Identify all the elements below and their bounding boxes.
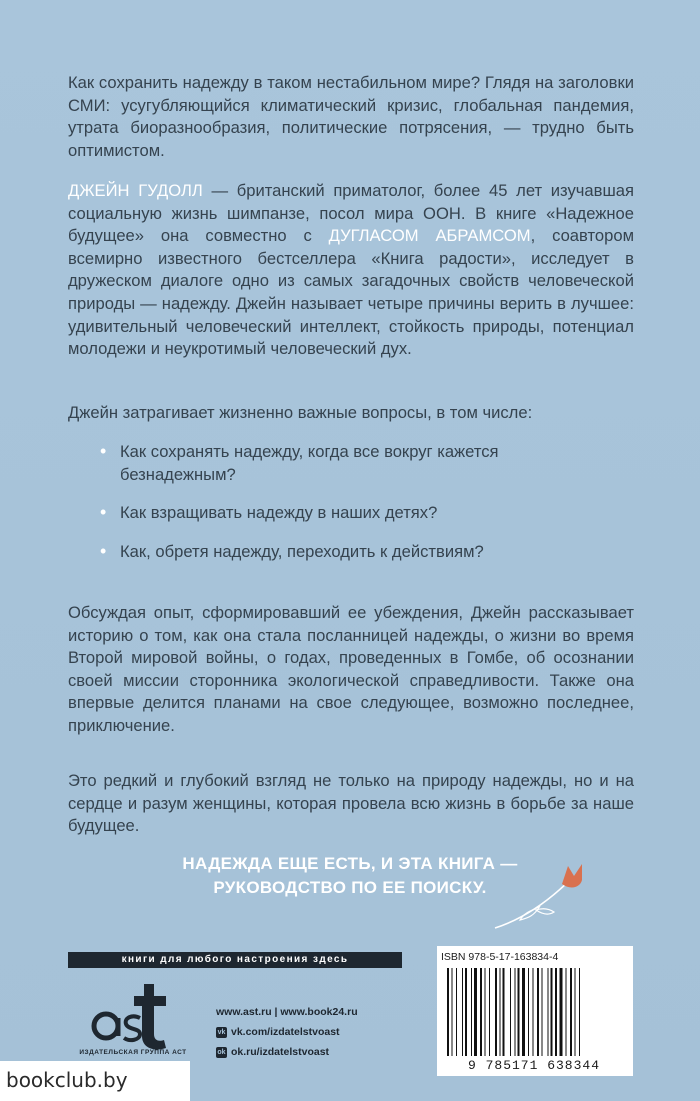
slogan: НАДЕЖДА ЕЩЕ ЕСТЬ, И ЭТА КНИГА — РУКОВОДСТВО ПО ЕЕ ПОИСКУ. [182, 854, 518, 897]
questions-list [100, 441, 570, 579]
list-item: • Как сохранять надежду, когда все вокруг кажется безнадежным? [100, 441, 499, 484]
publisher-caption: ИЗДАТЕЛЬСКАЯ ГРУППА АСТ [79, 1049, 187, 1056]
sites-link[interactable]: www.ast.ru | www.book24.ru [216, 1006, 358, 1018]
series-banner: книги для любого настроения здесь [68, 952, 402, 968]
flower-illustration-icon [490, 860, 600, 940]
ok-link[interactable]: ok ok.ru/izdatelstvoast [217, 1046, 330, 1058]
author-paragraph [68, 180, 634, 361]
isbn-number: ISBN 978-5-17-163834-4 [441, 951, 559, 963]
barcode-digits: 9 785171 638344 [467, 1058, 601, 1073]
list-item: • Как, обретя надежду, переходить к действиям? [100, 540, 484, 561]
author-name-highlight: ДЖЕЙН ГУДОЛЛ [68, 181, 203, 200]
bullet-icon: • [100, 441, 107, 461]
coauthor-name-highlight: ДУГЛАСОМ АБРАМСОМ [328, 226, 531, 246]
bullet-icon: • [100, 502, 107, 523]
intro-paragraph: Как сохранить надежду в таком нестабильном мире? Глядя на заголовки СМИ: усугубляющийся климатический кризис, глобальная пандемия, утрата биоразнообразия, политические потрясения, — трудно быть оптимистом. [68, 73, 634, 160]
bullet-icon: • [100, 540, 107, 561]
barcode-icon [441, 966, 627, 1058]
story-paragraph: Обсуждая опыт, сформировавший ее убеждения, Джейн рассказывает историю о том, как она стала посланницей надежды, о жизни во время Второй мировой войны, о годах, проведенных в Гомбе, об осознании своей миссии сторонника экологической справедливости. Также она впервые делится планами на свое следующее, возможно последнее, приключение. [68, 603, 634, 735]
ast-logo-icon [86, 980, 182, 1050]
questions-intro: Джейн затрагивает жизненно важные вопросы, в том числе: [68, 403, 533, 422]
vk-link[interactable]: vk vk.com/izdatelstvoast [217, 1026, 340, 1038]
list-item: • Как взращивать надежду в наших детях? [100, 502, 438, 523]
watermark: bookclub.by [0, 1061, 190, 1101]
author-paragraph-text-1: — британский приматолог, более 45 лет изучавшая социальную жизнь шимпанзе, посол мира ООН. В книге «Надежное будущее» она совместно с [68, 181, 634, 246]
publisher-links [216, 1006, 358, 1066]
odnoklassniki-icon: ok [217, 1048, 226, 1056]
vk-icon: vk [217, 1028, 226, 1036]
closing-paragraph: Это редкий и глубокий взгляд не только на природу надежды, но и на сердце и разум женщины, которая провела всю жизнь в борьбе за наше будущее. [68, 771, 634, 836]
author-paragraph-text-2: , соавтором всемирно известного бестселлера «Книга радости», исследует в дружеском диалоге одно из самых загадочных свойств человеческой природы — надежду. Джейн называет четыре причины верить в лучшее: удивительный человеческий интеллект, стойкость природы, потенциал молодежи и неукротимый человеческий дух. [68, 226, 634, 359]
